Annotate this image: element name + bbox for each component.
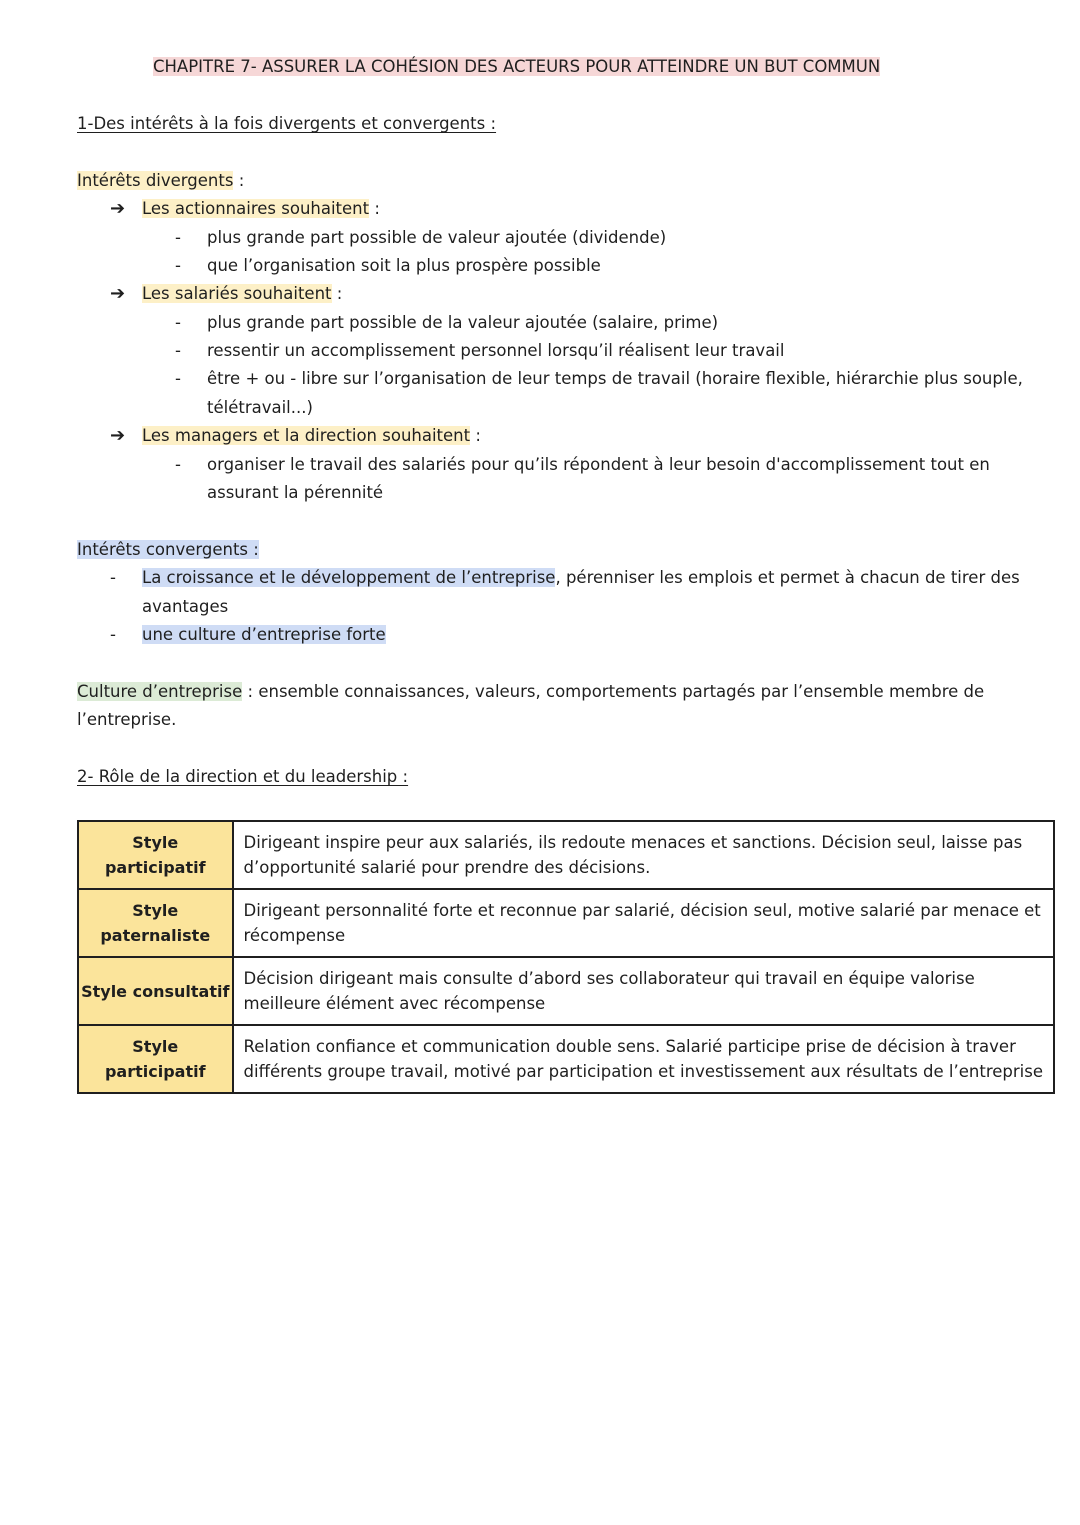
style-description-line: Décision dirigeant mais consulte d’abord ses collaborateur qui travail en équipe valorise [243,969,975,988]
dash-bullet: - [175,455,181,474]
page-title [153,54,880,80]
style-description-line: Dirigeant personnalité forte et reconnue par salarié, décision seul, motive salarié par menace et [243,901,1041,920]
dash-bullet: - [175,256,181,275]
dash-bullet: - [110,625,116,644]
divergents-colon: : [233,171,245,190]
list-item-continuation: avantages [142,597,229,616]
list-item: être + ou - libre sur l’organisation de leur temps de travail (horaire flexible, hiérarchie plus souple, [207,369,1023,388]
style-description-line: d’opportunité salarié pour prendre des décisions. [243,858,651,877]
group-salaries [142,281,342,307]
style-description [233,821,1054,889]
culture-definition [77,679,984,705]
style-description [233,957,1054,1025]
convergents-label [77,537,259,563]
style-description-line: Dirigeant inspire peur aux salariés, ils redoute menaces et sanctions. Décision seul, laisse pas [243,833,1023,852]
list-item: plus grande part possible de la valeur ajoutée (salaire, prime) [207,313,719,332]
dash-bullet: - [175,341,181,360]
dash-bullet: - [110,568,116,587]
list-item [142,565,1020,591]
group-actionnaires-label: Les actionnaires souhaitent [142,199,370,218]
group-colon: : [331,284,343,303]
arrow-right-icon: ➔ [110,198,126,219]
table-row [78,957,1054,1025]
list-item: organiser le travail des salariés pour qu’ils répondent à leur besoin d'accomplissement tout en [207,455,990,474]
dash-bullet: - [175,369,181,388]
group-colon: : [470,426,481,445]
group-managers [142,423,481,449]
convergent-rest: , pérenniser les emplois et permet à chacun de tirer des [555,568,1020,587]
style-description-line: meilleure élément avec récompense [243,994,546,1013]
group-actionnaires [142,196,380,222]
table-row [78,1025,1054,1093]
style-description-line: Relation confiance et communication double sens. Salarié participe prise de décision à traver [243,1037,1016,1056]
convergent-highlight: une culture d’entreprise forte [142,625,386,644]
page-title-text: CHAPITRE 7- ASSURER LA COHÉSION DES ACTEURS POUR ATTEINDRE UN BUT COMMUN [153,57,881,76]
leadership-styles-table [77,820,1055,1094]
style-name: Style participatif [78,821,233,889]
culture-term: Culture d’entreprise [77,682,243,701]
style-description [233,1025,1054,1093]
section1-heading: 1-Des intérêts à la fois divergents et convergents : [77,114,497,133]
arrow-right-icon: ➔ [110,425,126,446]
style-description-line: récompense [243,926,346,945]
list-item: ressentir un accomplissement personnel lorsqu’il réalisent leur travail [207,341,785,360]
list-item-continuation: télétravail...) [207,398,313,417]
table-row [78,889,1054,957]
style-description [233,889,1054,957]
table-row [78,821,1054,889]
list-item [142,622,386,648]
list-item: plus grande part possible de valeur ajoutée (dividende) [207,228,667,247]
group-colon: : [369,199,380,218]
convergent-highlight: La croissance et le développement de l’entreprise [142,568,556,587]
convergents-label-text: Intérêts convergents : [77,540,259,559]
culture-definition-continuation: l’entreprise. [77,710,177,729]
list-item: que l’organisation soit la plus prospère possible [207,256,601,275]
style-name: Style consultatif [78,957,233,1025]
culture-definition-text: : ensemble connaissances, valeurs, comportements partagés par l’ensemble membre de [242,682,985,701]
dash-bullet: - [175,313,181,332]
divergents-label-text: Intérêts divergents [77,171,234,190]
style-description-line: différents groupe travail, motivé par participation et investissement aux résultats de l’entreprise [243,1062,1043,1081]
divergents-label [77,168,244,194]
style-name: Style paternaliste [78,889,233,957]
group-salaries-label: Les salariés souhaitent [142,284,332,303]
section2-heading: 2- Rôle de la direction et du leadership : [77,767,409,786]
style-name: Style participatif [78,1025,233,1093]
arrow-right-icon: ➔ [110,283,126,304]
group-managers-label: Les managers et la direction souhaitent [142,426,471,445]
dash-bullet: - [175,228,181,247]
list-item-continuation: assurant la pérennité [207,483,384,502]
